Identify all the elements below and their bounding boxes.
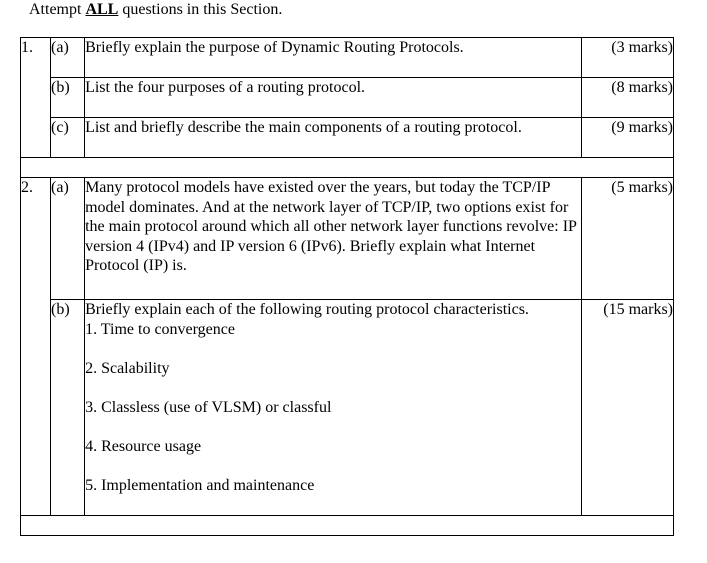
question-text: Many protocol models have existed over the years, but today the TCP/IP model dominates. And at the network layer of TCP/IP, two options exist for the main protocol around which all other network layer functions revolve: IP version 4 (IPv4) and IP version 6 (IPv6). Briefly explain what Internet Protocol (IP) is. [85,178,582,300]
characteristic-item: 5. Implementation and maintenance [85,476,315,494]
question-1c-row [21,118,674,158]
spacer-cell [21,158,674,178]
instruction-emphasis: ALL [85,1,119,18]
spacer-cell [21,516,674,536]
instruction-suffix: questions in this Section. [118,1,283,18]
instruction-prefix: Attempt [29,1,86,18]
characteristic-item: 4. Resource usage [85,437,202,455]
questions-table [20,37,674,536]
part-label: (c) [51,118,85,158]
question-text: Briefly explain the purpose of Dynamic Routing Protocols. [85,38,582,78]
part-label: (a) [51,38,85,78]
part-label: (b) [51,300,85,516]
marks-value: (8 marks) [581,78,673,118]
question-text: Briefly explain each of the following routing protocol characteristics. [85,301,529,318]
question-1a-row [21,38,674,78]
question-1b-row [21,78,674,118]
part-label: (b) [51,78,85,118]
question-number: 1. [21,38,51,158]
marks-value: (15 marks) [581,300,673,516]
question-text: List the four purposes of a routing protocol. [85,78,582,118]
characteristic-item: 1. Time to convergence [85,320,235,338]
characteristic-item: 2. Scalability [85,359,170,377]
marks-value: (3 marks) [581,38,673,78]
marks-value: (9 marks) [581,118,673,158]
question-number: 2. [21,178,51,516]
marks-value: (5 marks) [581,178,673,300]
section-instruction [29,1,282,19]
part-label: (a) [51,178,85,300]
question-text-block [85,300,582,516]
characteristic-item: 3. Classless (use of VLSM) or classful [85,398,332,416]
question-text: List and briefly describe the main components of a routing protocol. [85,118,582,158]
spacer-row [21,158,674,178]
question-2a-row [21,178,674,300]
question-2b-row [21,300,674,516]
spacer-row [21,516,674,536]
